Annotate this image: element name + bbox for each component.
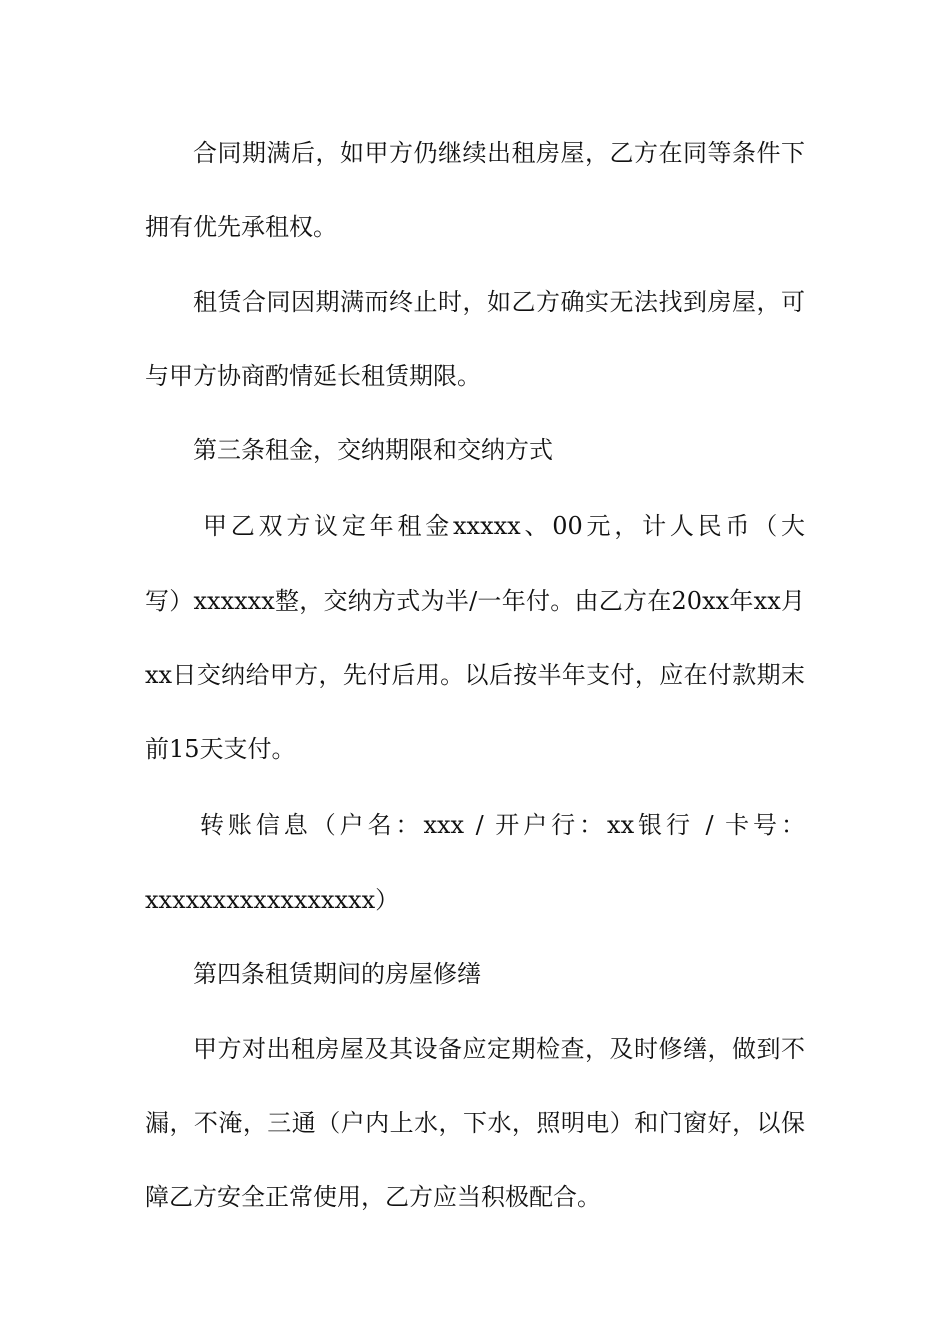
paragraph-renewal-line-2: 拥有优先承租权。 [145,213,337,241]
paragraph-extension-line-1: 租赁合同因期满而终止时，如乙方确实无法找到房屋，可 [193,288,805,316]
paragraph-rent-line-1: 甲乙双方议定年租金xxxxx、00元，计人民币（大 [203,512,805,540]
paragraph-transfer-info-line-1: 转账信息（户名：xxx / 开户行：xx银行 / 卡号： [200,811,805,839]
paragraph-extension-line-2: 与甲方协商酌情延长租赁期限。 [145,362,481,390]
paragraph-repair-line-2: 漏，不淹，三通（户内上水，下水，照明电）和门窗好，以保 [145,1109,805,1137]
paragraph-rent-line-2: 写）xxxxxx整，交纳方式为半/一年付。由乙方在20xx年xx月 [145,587,805,615]
paragraph-repair-line-3: 障乙方安全正常使用，乙方应当积极配合。 [145,1183,601,1211]
paragraph-rent-line-4: 前15天支付。 [145,735,296,763]
article-four-heading: 第四条租赁期间的房屋修缮 [193,960,481,988]
article-three-heading: 第三条租金，交纳期限和交纳方式 [193,436,553,464]
paragraph-rent-line-3: xx日交纳给甲方，先付后用。以后按半年支付，应在付款期末 [145,661,805,689]
paragraph-transfer-info-line-2: xxxxxxxxxxxxxxxxx） [145,886,400,914]
paragraph-repair-line-1: 甲方对出租房屋及其设备应定期检查，及时修缮，做到不 [193,1035,805,1063]
paragraph-renewal-line-1: 合同期满后，如甲方仍继续出租房屋，乙方在同等条件下 [193,139,805,167]
